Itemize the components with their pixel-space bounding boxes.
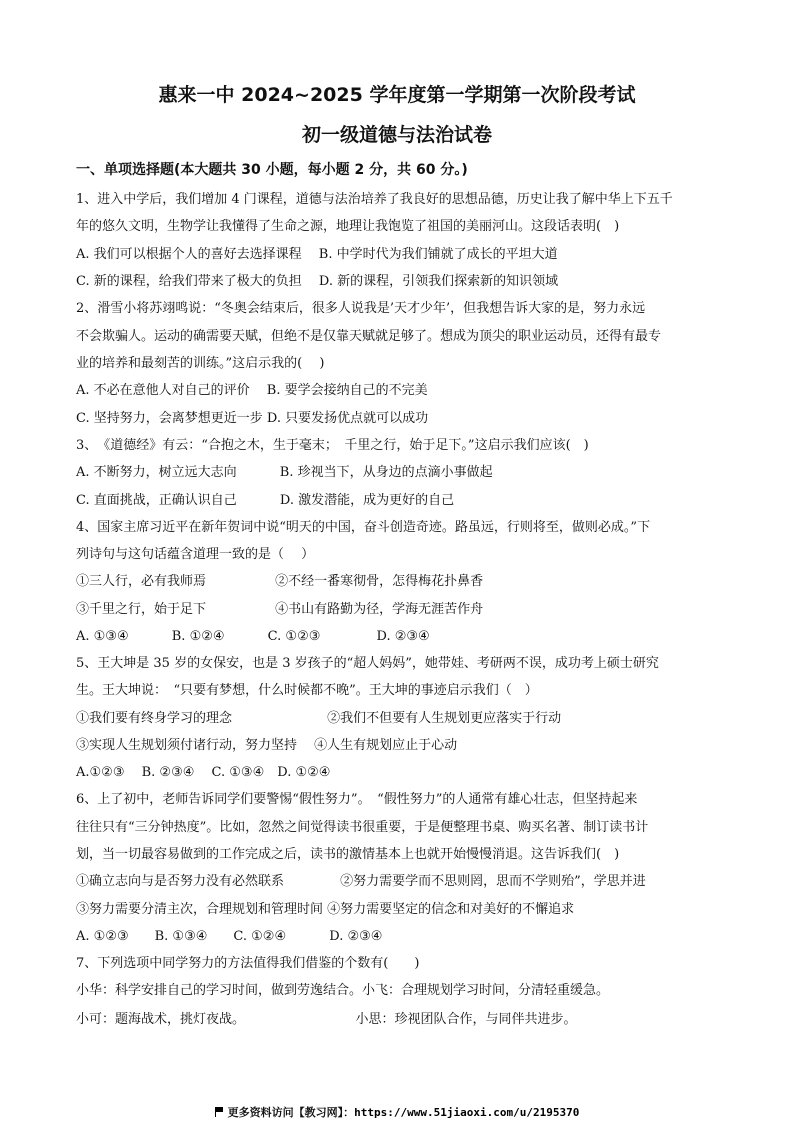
- text-line: ①确立志向与是否努力没有必然联系 ②努力需要学而不思则罔，思而不学则殆”，学思并进: [76, 874, 646, 889]
- exam-title: 惠来一中 2024~2025 学年度第一学期第一次阶段考试: [158, 84, 636, 106]
- text-line: C. 新的课程，给我们带来了极大的负担 D. 新的课程，引领我们探索新的知识领域: [76, 274, 559, 289]
- section-heading: 一、单项选择题(本大题共 30 小题，每小题 2 分，共 60 分。): [76, 162, 468, 178]
- text-line: 列诗句与这句话蕴含道理一致的是（ ）: [76, 547, 315, 562]
- text-line: 6、上了初中，老师告诉同学们要警惕“假性努力”。 “假性努力”的人通常有雄心壮志，但坚持起来: [76, 792, 638, 807]
- text-line: 4、国家主席习近平在新年贺词中说“明天的中国，奋斗创造奇迹。路虽远，行则将至，做则必成。”下: [76, 520, 651, 535]
- footer-link[interactable]: https://www.51jiaoxi.com/u/2195370: [354, 1106, 580, 1119]
- text-line: 业的培养和最刻苦的训练。”这启示我的( ): [76, 356, 325, 371]
- footer: [0, 1104, 794, 1120]
- text-line: 小华：科学安排自己的学习时间，做到劳逸结合。小飞：合理规划学习时间，分清轻重缓急。: [76, 983, 610, 998]
- text-line: ①我们要有终身学习的理念 ②我们不但要有人生规划更应落实于行动: [76, 711, 562, 726]
- text-line: 不会欺骗人。运动的确需要天赋，但绝不是仅靠天赋就足够了。想成为顶尖的职业运动员，还得有最专: [76, 329, 662, 344]
- text-line: C. 直面挑战，正确认识自己 D. 激发潜能，成为更好的自己: [76, 493, 455, 508]
- text-line: 年的悠久文明，生物学让我懂得了生命之源，地理让我饱览了祖国的美丽河山。这段话表明( ): [76, 219, 620, 234]
- text-line: A. 不必在意他人对自己的评价 B. 要学会接纳自己的不完美: [76, 383, 428, 398]
- text-line: ③千里之行，始于足下 ④书山有路勤为径，学海无涯苦作舟: [76, 602, 484, 617]
- text-line: A. ①②③ B. ①③④ C. ①②④ D. ②③④: [76, 929, 383, 944]
- text-line: 3、 《道德经》有云：“合抱之木，生于毫末； 千里之行，始于足下。”这启示我们应该( ): [76, 438, 589, 453]
- text-line: A. ①③④ B. ①②④ C. ①②③ D. ②③④: [76, 629, 430, 644]
- text-line: ①三人行，必有我师焉 ②不经一番寒彻骨，怎得梅花扑鼻香: [76, 574, 484, 589]
- text-line: 生。王大坤说： “只要有梦想，什么时候都不晚”。王大坤的事迹启示我们（ ）: [76, 683, 538, 698]
- text-line: 往往只有“三分钟热度”。比如，忽然之间觉得读书很重要，于是便整理书桌、购买名著、制订读书计: [76, 820, 649, 835]
- flag-icon: [215, 1107, 224, 1117]
- text-line: 7、下列选项中同学努力的方法值得我们借鉴的个数有( ): [76, 956, 420, 971]
- text-line: 小可：题海战术，挑灯夜战。 小思：珍视团队合作，与同伴共进步。: [76, 1012, 577, 1027]
- text-line: ③努力需要分清主次，合理规划和管理时间 ④努力需要坚定的信念和对美好的不懈追求: [76, 902, 575, 917]
- text-line: A. 我们可以根据个人的喜好去选择课程 B. 中学时代为我们铺就了成长的平坦大道: [76, 247, 558, 262]
- text-line: ③实现人生规划须付诸行动，努力坚持 ④人生有规划应止于心动: [76, 738, 458, 753]
- text-line: A.①②③ B. ②③④ C. ①③④ D. ①②④: [76, 765, 331, 780]
- text-line: 划，当一切最容易做到的工作完成之后，读书的激情基本上也就开始慢慢消退。这告诉我们( ): [76, 847, 620, 862]
- text-line: 2、滑雪小将苏翊鸣说：“冬奥会结束后，很多人说我是’天才少年’，但我想告诉大家的是，努力永远: [76, 301, 646, 316]
- text-line: 1、进入中学后，我们增加 4 门课程，道德与法治培养了我良好的思想品德，历史让我了解中华上下五千: [76, 192, 673, 207]
- text-line: A. 不断努力，树立远大志向 B. 珍视当下，从身边的点滴小事做起: [76, 465, 493, 480]
- footer-label: 更多资料访问【教习网】：: [227, 1106, 355, 1119]
- text-line: C. 坚持努力，会离梦想更近一步 D. 只要发扬优点就可以成功: [76, 411, 429, 426]
- text-line: 5、王大坤是 35 岁的女保安，也是 3 岁孩子的“超人妈妈”，她带娃、考研两不误，成功考上硕士研究: [76, 656, 659, 671]
- exam-subtitle: 初一级道德与法治试卷: [301, 124, 492, 146]
